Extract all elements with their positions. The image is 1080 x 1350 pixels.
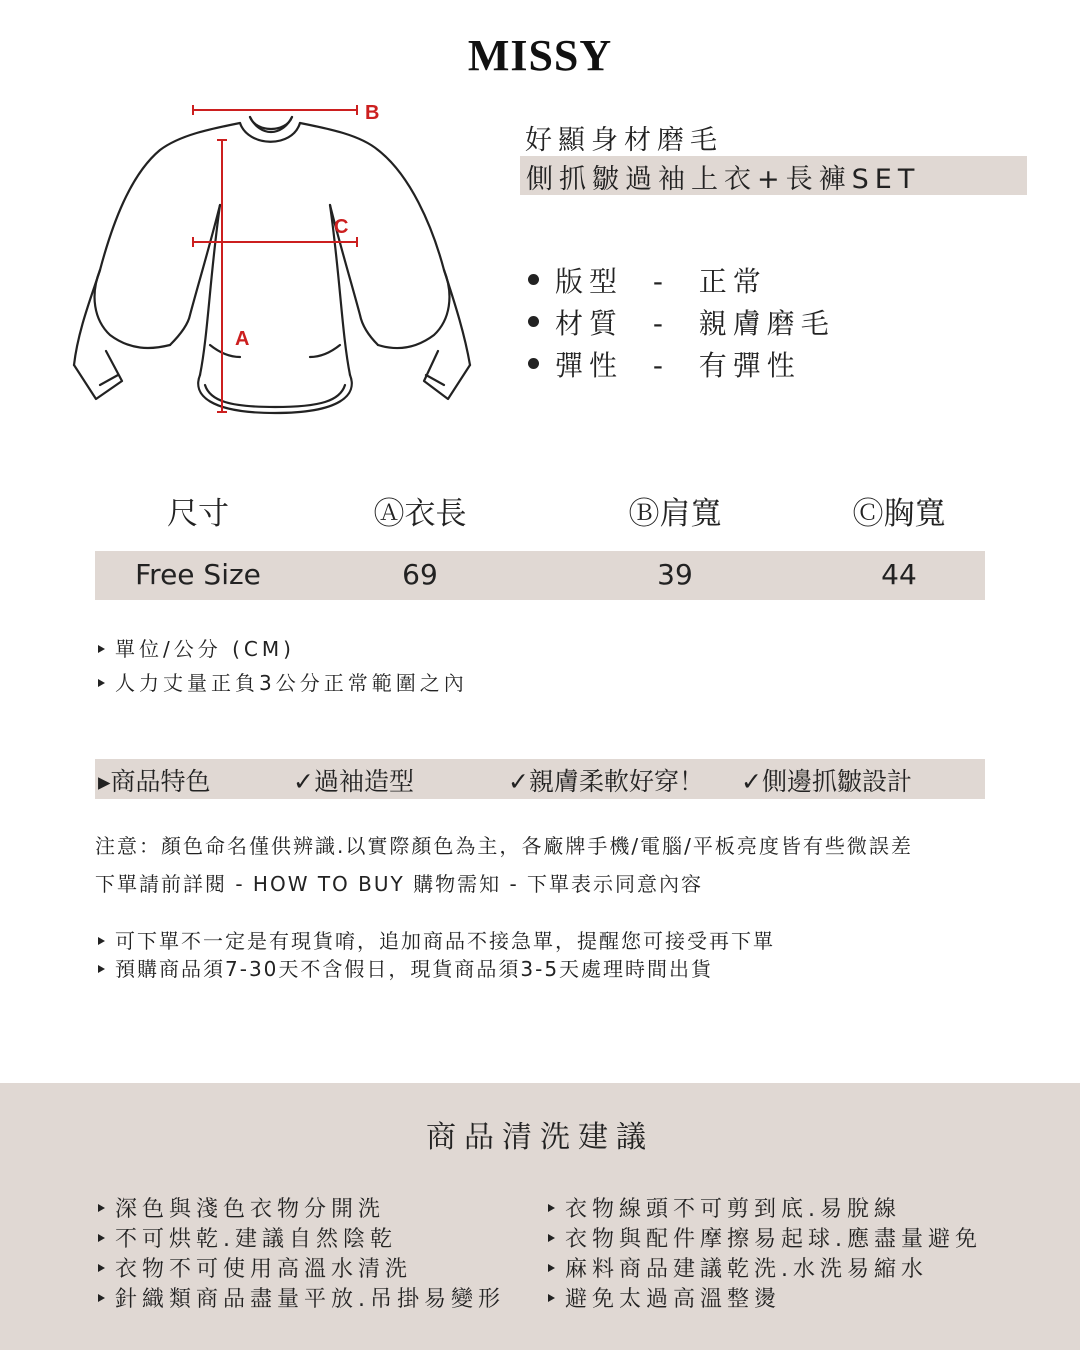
- product-title-line2: 側抓皺過袖上衣+長褲SET: [526, 164, 921, 195]
- feature-item: ✓過袖造型: [293, 767, 414, 796]
- triangle-icon: [98, 965, 105, 973]
- triangle-icon: [548, 1234, 555, 1242]
- spec-item: [528, 302, 835, 342]
- sweater-diagram: [60, 95, 500, 425]
- wash-text: 衣物線頭不可剪到底.易脫線: [565, 1197, 901, 1222]
- spec-item: [528, 344, 801, 384]
- length-cell: 69: [402, 558, 438, 591]
- triangle-icon: [548, 1264, 555, 1272]
- wash-item: [548, 1252, 928, 1283]
- wash-item: [548, 1282, 781, 1313]
- label-b: B: [365, 102, 380, 124]
- wash-item: [548, 1222, 982, 1253]
- order-note: [98, 925, 775, 954]
- wash-item: [548, 1192, 901, 1223]
- chest-cell: 44: [881, 558, 917, 591]
- wash-text: 避免太過高溫整燙: [565, 1287, 782, 1312]
- label-a: A: [235, 328, 250, 350]
- note-item: [98, 667, 468, 696]
- triangle-icon: [548, 1294, 555, 1302]
- spec-value: 有彈性: [698, 349, 801, 382]
- spec-label: 彈性: [555, 349, 624, 382]
- feature-item: ✓親膚柔軟好穿！: [508, 767, 704, 796]
- spec-sep: -: [652, 307, 669, 340]
- features-label: ▸商品特色: [98, 767, 211, 796]
- bullet-icon: [528, 274, 539, 285]
- triangle-icon: [98, 1204, 105, 1212]
- wash-item: [98, 1222, 397, 1253]
- order-note-text: 預購商品須7-30天不含假日，現貨商品須3-5天處理時間出貨: [115, 957, 714, 981]
- size-cell: Free Size: [135, 558, 261, 591]
- wash-item: [98, 1252, 412, 1283]
- shoulder-header: Ⓑ肩寬: [628, 496, 722, 532]
- spec-value: 親膚磨毛: [698, 307, 835, 340]
- spec-value: 正常: [698, 265, 767, 298]
- wash-text: 衣物不可使用高溫水清洗: [115, 1257, 413, 1282]
- spec-item: [528, 260, 767, 300]
- washing-title: 商品清洗建議: [426, 1120, 654, 1155]
- wash-item: [98, 1282, 505, 1313]
- feature-item: ✓側邊抓皺設計: [741, 767, 912, 796]
- order-note-text: 可下單不一定是有現貨唷，追加商品不接急單，提醒您可接受再下單: [115, 929, 775, 953]
- triangle-icon: [98, 645, 105, 653]
- brand-logo: MISSY: [467, 31, 613, 80]
- triangle-icon: [548, 1204, 555, 1212]
- product-title-line1: 好顯身材磨毛: [525, 125, 723, 156]
- spec-label: 材質: [555, 307, 624, 340]
- order-note: [98, 953, 713, 982]
- wash-item: [98, 1192, 385, 1223]
- wash-text: 針織類商品盡量平放.吊掛易變形: [115, 1287, 505, 1312]
- note-text: 單位/公分 (CM): [115, 637, 295, 661]
- spec-sep: -: [652, 265, 669, 298]
- spec-label: 版型: [555, 265, 624, 298]
- triangle-icon: [98, 1264, 105, 1272]
- warning-line: 注意：顏色命名僅供辨識.以實際顏色為主，各廠牌手機/電腦/平板亮度皆有些微誤差: [95, 834, 913, 858]
- shoulder-cell: 39: [657, 558, 693, 591]
- note-text: 人力丈量正負3公分正常範圍之內: [115, 671, 468, 695]
- triangle-icon: [98, 937, 105, 945]
- wash-text: 深色與淺色衣物分開洗: [115, 1197, 386, 1222]
- label-c: C: [334, 216, 349, 238]
- warning-line: 下單請前詳閱 - HOW TO BUY 購物需知 - 下單表示同意內容: [95, 872, 704, 896]
- wash-text: 麻料商品建議乾洗.水洗易縮水: [565, 1257, 928, 1282]
- triangle-icon: [98, 1294, 105, 1302]
- chest-header: Ⓒ胸寬: [852, 496, 946, 532]
- wash-text: 衣物與配件摩擦易起球.應盡量避免: [565, 1227, 982, 1252]
- spec-sep: -: [652, 349, 669, 382]
- size-header: 尺寸: [167, 496, 229, 532]
- triangle-icon: [98, 679, 105, 687]
- triangle-icon: [98, 1234, 105, 1242]
- bullet-icon: [528, 316, 539, 327]
- wash-text: 不可烘乾.建議自然陰乾: [115, 1227, 397, 1252]
- length-header: Ⓐ衣長: [373, 496, 467, 532]
- note-item: [98, 633, 295, 662]
- bullet-icon: [528, 358, 539, 369]
